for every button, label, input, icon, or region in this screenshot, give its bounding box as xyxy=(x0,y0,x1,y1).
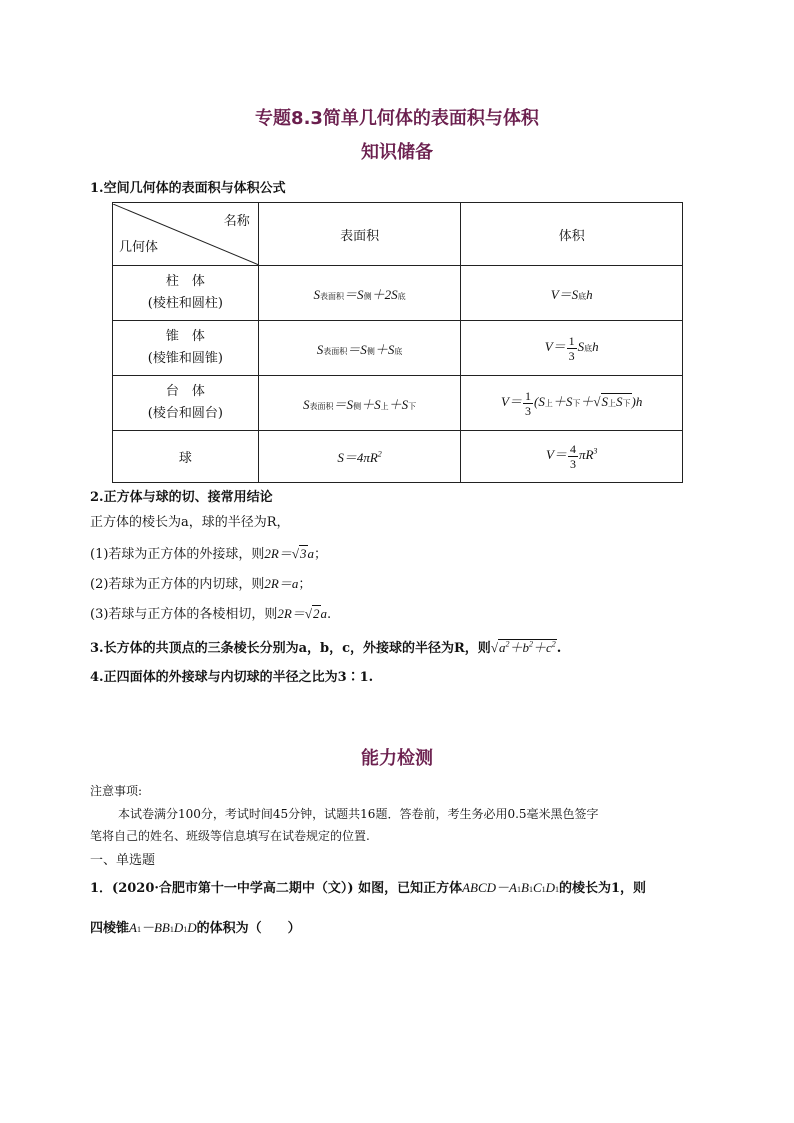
row-name-prism xyxy=(113,266,259,321)
question-text-end: 的体积为（ ） xyxy=(196,921,301,936)
section2-intro: 正方体的棱长为a，球的半径为R， xyxy=(90,515,290,530)
surface-frustum: S表面积＝S侧＋S上＋S下 xyxy=(258,376,461,431)
question-text-end: 的棱长为1，则 xyxy=(559,881,647,896)
section-single-choice: 一、单选题 xyxy=(90,853,156,868)
row-name-sphere: 球 xyxy=(113,431,259,483)
question-text: 四棱锥 xyxy=(90,921,130,936)
row-name-pyramid xyxy=(113,321,259,376)
item-text: (2)若球为正方体的内切球，则 xyxy=(90,577,265,592)
row-name-frustum xyxy=(113,376,259,431)
page-subtitle: 知识储备 xyxy=(361,142,433,163)
item-text: (3)若球与正方体的各棱相切，则 xyxy=(90,607,278,622)
corner-label-solid: 几何体 xyxy=(119,239,159,255)
point3: 3.长方体的共顶点的三条棱长分别为a，b，c，外接球的半径为R，则$√a^2+b^2+c^2$. xyxy=(90,639,562,656)
section2-item2: (2)若球为正方体的内切球，则2R＝a； xyxy=(90,576,312,592)
volume-pyramid: V＝ $\frac{1}{3}$ S底h xyxy=(461,321,683,376)
point3-text: 3.长方体的共顶点的三条棱长分别为a，b，c，外接球的半径为R，则 xyxy=(90,641,491,656)
notice-label: 注意事项: xyxy=(90,784,143,798)
question-1-line1: 1．(2020·合肥市第十一中学高二期中（文）) 如图，已知正方体ABCD－A1B1C1D1的棱长为1，则 xyxy=(90,880,647,896)
section2-heading: 2.正方体与球的切、接常用结论 xyxy=(90,490,273,505)
volume-prism: V＝S底h xyxy=(461,266,683,321)
corner-label-name: 名称 xyxy=(223,213,250,229)
question-1-line2: 四棱锥A1－BB1D1D的体积为（ ） xyxy=(90,920,301,936)
notice-line2: 笔将自己的姓名、班级等信息填写在试卷规定的位置. xyxy=(90,829,370,843)
surface-sphere: $S=4\pi R^2$ xyxy=(258,431,461,483)
notice-line1: 本试卷满分100分，考试时间45分钟，试题共16题．答卷前，考生务必用0.5毫米黑色签字 xyxy=(118,807,599,821)
surface-prism: S表面积＝S侧＋2S底 xyxy=(258,266,461,321)
header-volume: 体积 xyxy=(461,203,683,266)
question-text: 1．(2020·合肥市第十一中学高二期中（文）) 如图，已知正方体 xyxy=(90,881,463,896)
volume-frustum: V＝ $\frac{1}{3}$ (S上＋S下＋√S上S下)h xyxy=(461,376,683,431)
row-sublabel: (棱柱和圆柱) xyxy=(147,296,223,311)
row-sublabel: (棱台和圆台) xyxy=(147,406,223,421)
page-title: 专题8.3简单几何体的表面积与体积 xyxy=(255,108,539,129)
table-corner-cell xyxy=(113,203,259,266)
section1-heading: 1.空间几何体的表面积与体积公式 xyxy=(90,181,286,196)
row-label: 柱 体 xyxy=(165,274,205,289)
row-label: 台 体 xyxy=(165,384,205,399)
row-sublabel: (棱锥和圆锥) xyxy=(147,351,223,366)
header-surface: 表面积 xyxy=(258,203,461,266)
item-text: (1)若球为正方体的外接球，则 xyxy=(90,547,265,562)
formula-table xyxy=(112,202,683,483)
test-title: 能力检测 xyxy=(361,748,433,769)
volume-sphere: V＝ $\frac{4}{3}$ $\pi R^3$ xyxy=(461,431,683,483)
section2-item1: (1)若球为正方体的外接球，则2R＝√3a； xyxy=(90,546,328,562)
row-label: 锥 体 xyxy=(165,329,205,344)
section2-item3: (3)若球与正方体的各棱相切，则2R＝√2a. xyxy=(90,606,332,622)
point4: 4.正四面体的外接球与内切球的半径之比为3∶1. xyxy=(90,670,374,685)
surface-pyramid: S表面积＝S侧＋S底 xyxy=(258,321,461,376)
